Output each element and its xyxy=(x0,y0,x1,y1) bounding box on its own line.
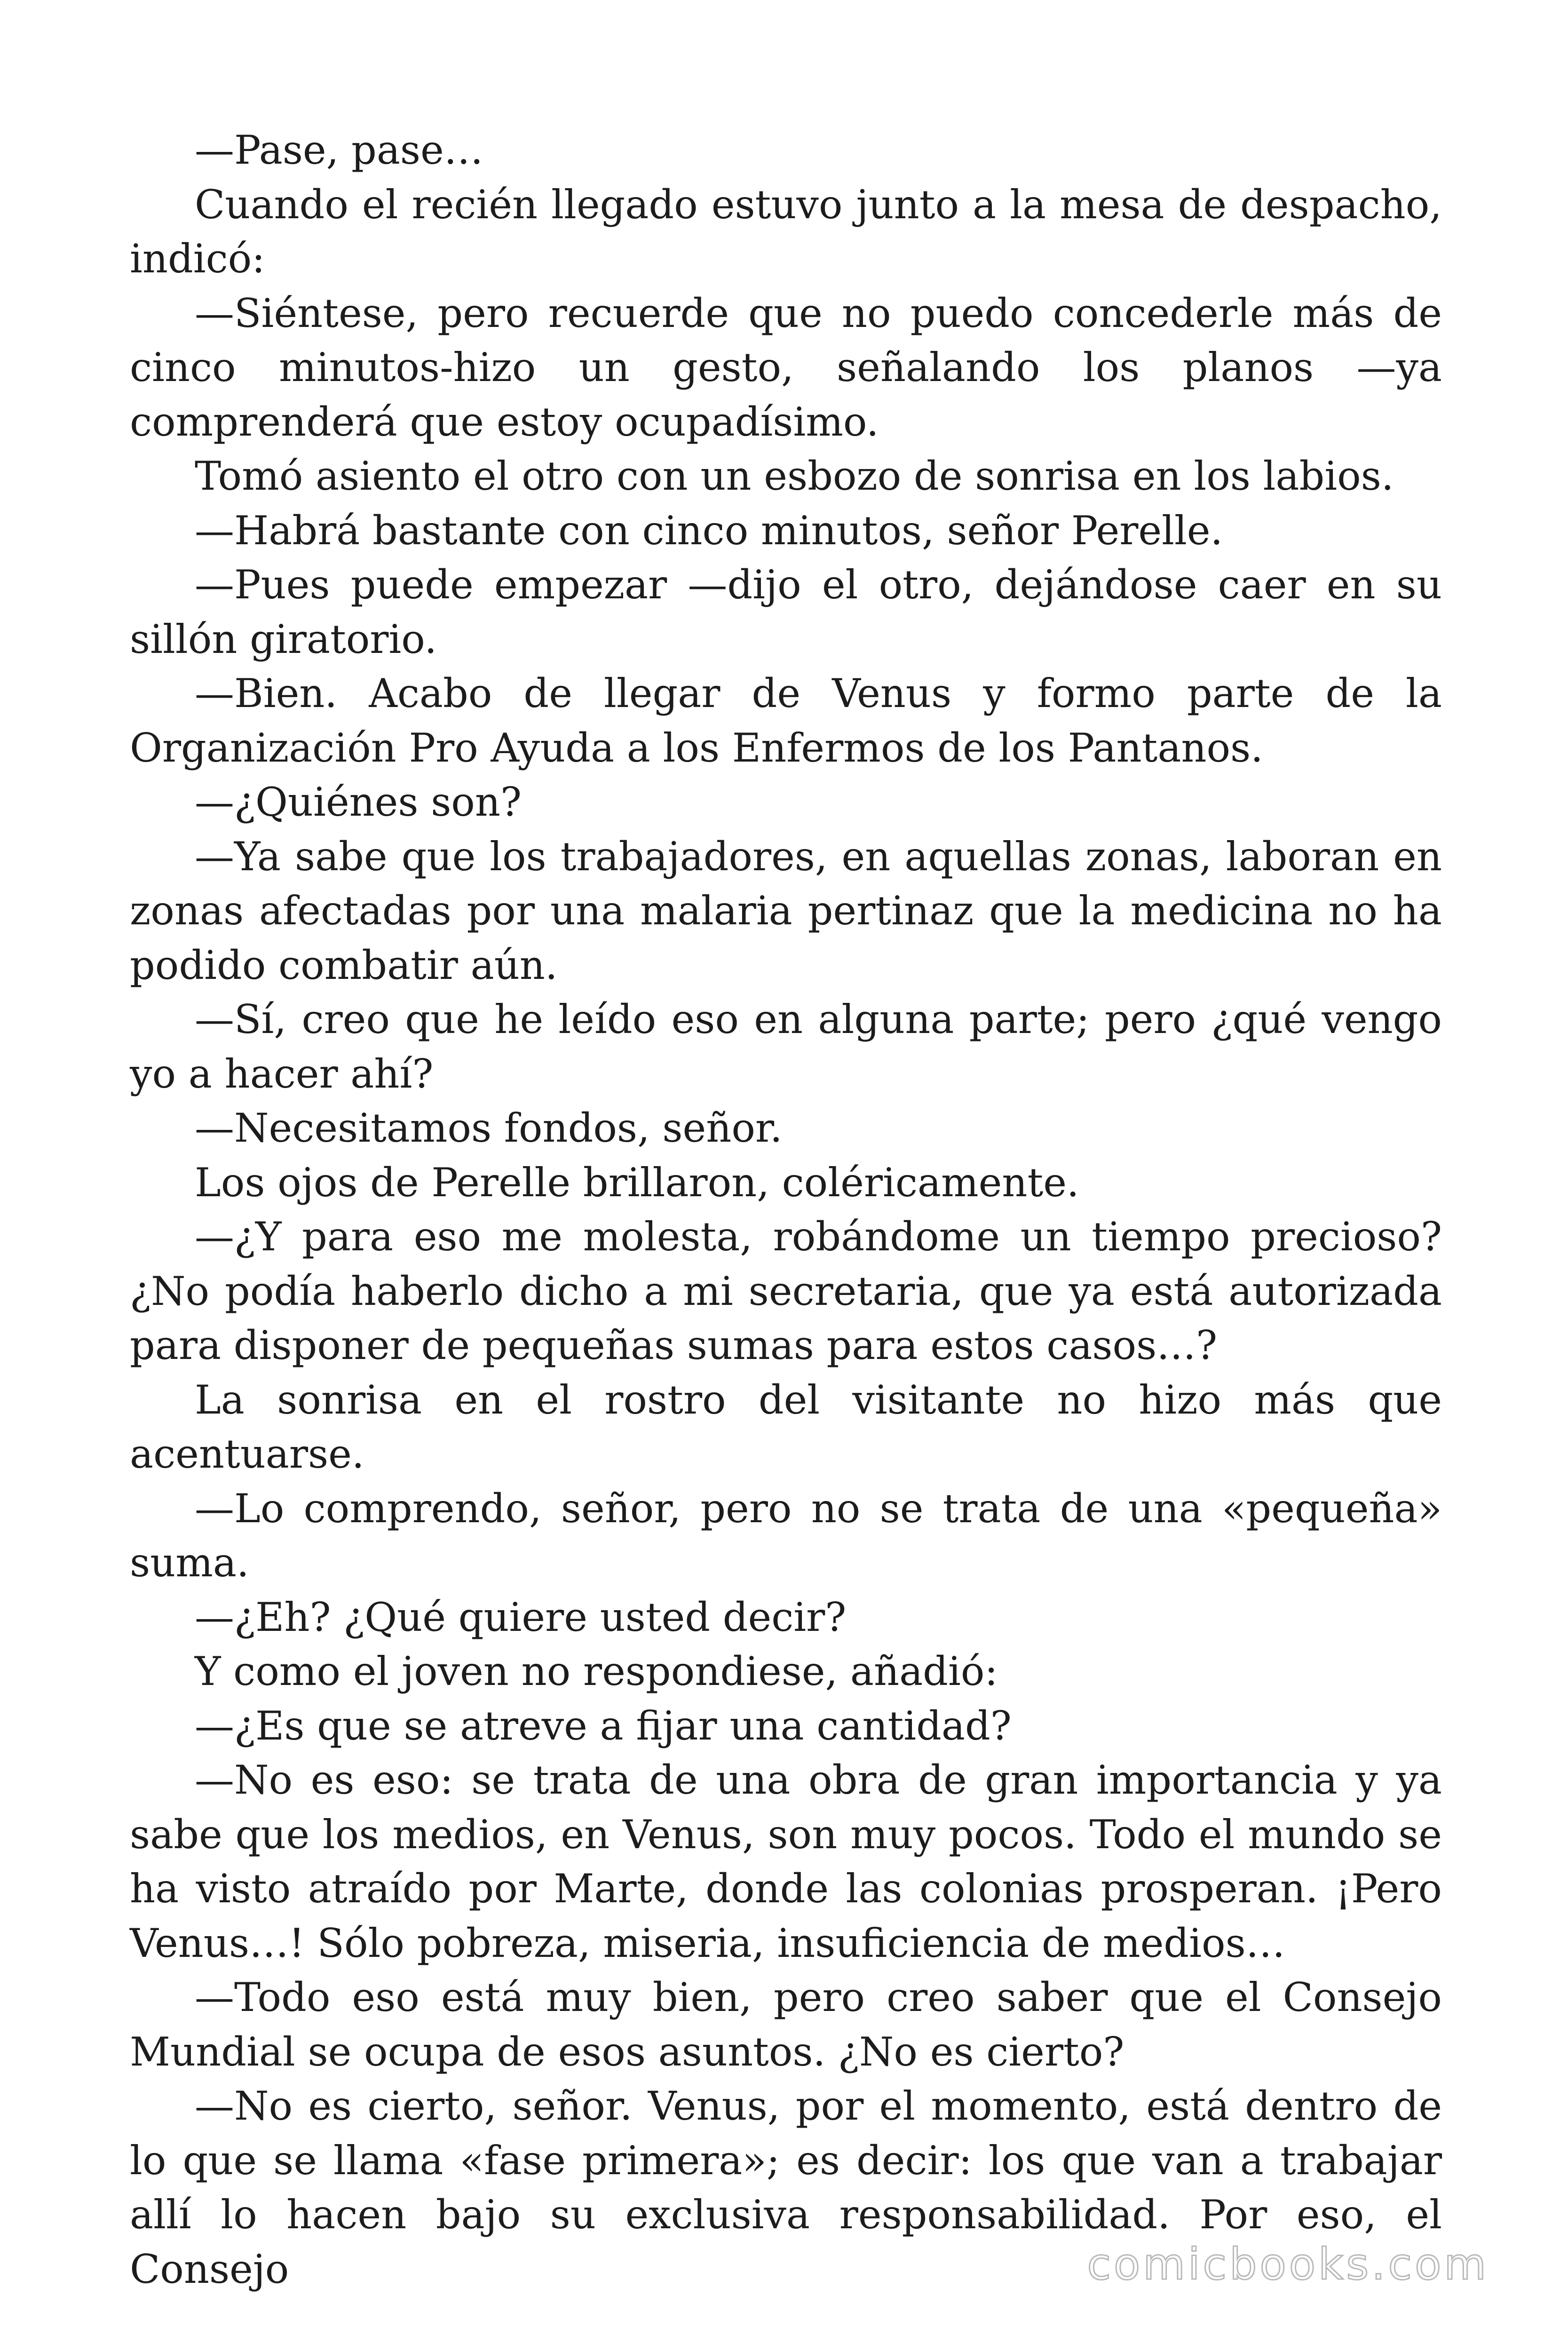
paragraph: —No es eso: se trata de una obra de gran importancia y ya sabe que los medios, en Venus, son muy pocos. Todo el mundo se ha visto atraído por Marte, donde las colonias prosperan. ¡Pero Venus…! Sólo pobreza, miseria, insuficiencia de medios… xyxy=(130,1757,1442,1966)
paragraph: —Ya sabe que los trabajadores, en aquellas zonas, laboran en zonas afectadas por una malaria pertinaz que la medicina no ha podido combatir aún. xyxy=(130,833,1442,988)
paragraph: La sonrisa en el rostro del visitante no hizo más que acentuarse. xyxy=(130,1376,1442,1477)
paragraph: —Todo eso está muy bien, pero creo saber que el Consejo Mundial se ocupa de esos asuntos. ¿No es cierto? xyxy=(130,1974,1442,2075)
paragraph: —Pues puede empezar —dijo el otro, dejándose caer en su sillón giratorio. xyxy=(130,562,1442,662)
paragraph: —Habrá bastante con cinco minutos, señor Perelle. xyxy=(195,507,1223,554)
paragraph: —¿Es que se atreve a fijar una cantidad? xyxy=(195,1702,1012,1749)
paragraph: Cuando el recién llegado estuvo junto a la mesa de despacho, indicó: xyxy=(130,181,1442,282)
page-text-body xyxy=(130,123,1442,2296)
paragraph: —¿Quiénes son? xyxy=(195,779,522,825)
paragraph: —Lo comprendo, señor, pero no se trata de una «pequeña» suma. xyxy=(130,1485,1442,1586)
paragraph: —Sí, creo que he leído eso en alguna parte; pero ¿qué vengo yo a hacer ahí? xyxy=(130,996,1442,1097)
paragraph: —Pase, pase… xyxy=(195,127,483,173)
paragraph: Tomó asiento el otro con un esbozo de sonrisa en los labios. xyxy=(195,453,1394,499)
paragraph: —Bien. Acabo de llegar de Venus y formo parte de la Organización Pro Ayuda a los Enfermos de los Pantanos. xyxy=(130,670,1442,771)
paragraph: —Necesitamos fondos, señor. xyxy=(195,1105,783,1151)
paragraph: —¿Eh? ¿Qué quiere usted decir? xyxy=(195,1594,847,1640)
paragraph: —Siéntese, pero recuerde que no puedo concederle más de cinco minutos-hizo un gesto, señalando los planos —ya comprenderá que estoy ocupadísimo. xyxy=(130,290,1442,445)
watermark: comicbooks.com xyxy=(1087,2239,1489,2289)
paragraph: —¿Y para eso me molesta, robándome un tiempo precioso? ¿No podía haberlo dicho a mi secretaria, que ya está autorizada para disponer de pequeñas sumas para estos casos…? xyxy=(130,1214,1442,1368)
paragraph: Y como el joven no respondiese, añadió: xyxy=(195,1648,998,1694)
paragraph: Los ojos de Perelle brillaron, coléricamente. xyxy=(195,1159,1079,1206)
paragraph: —No es cierto, señor. Venus, por el momento, está dentro de lo que se llama «fase primera»; es decir: los que van a trabajar allí lo hacen bajo su exclusiva responsabilidad. Por eso, el Consejo xyxy=(130,2083,1442,2292)
